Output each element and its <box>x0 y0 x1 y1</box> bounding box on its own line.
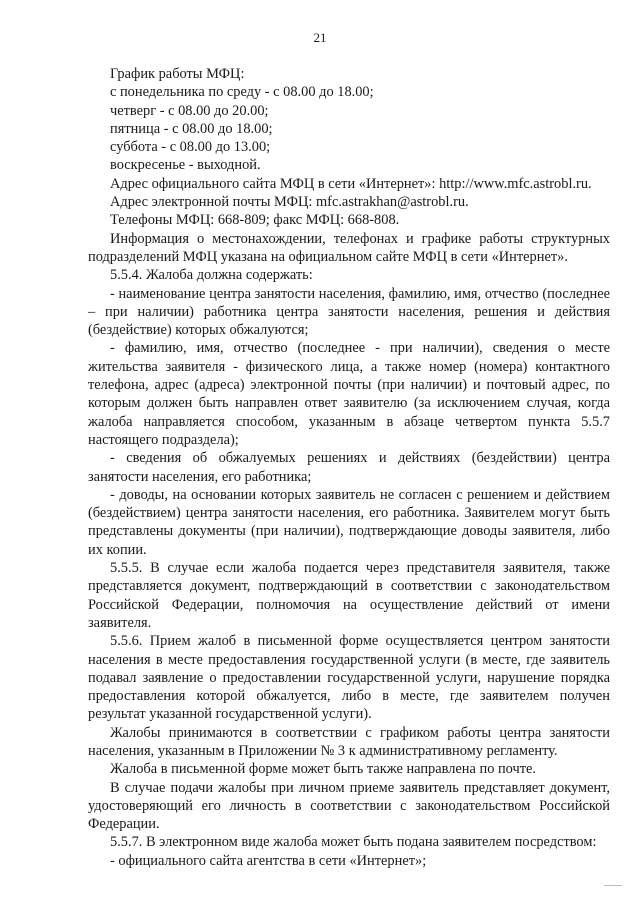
clause-5-5-4: 5.5.4. Жалоба должна содержать: <box>110 267 313 284</box>
list-item: - фамилию, имя, отчество (последнее - при наличии), сведения о месте жительства заявителя - физического лица, а также номер (номера) контактного телефона, адрес (адреса) электронной почты (при наличии) и почтовый адрес, по которым должен быть направлен ответ заявителю (за исключением случая, когда жалоба направляется способом, указанным в абзаце четвертом пункта 5.5.7 настоящего подраздела); <box>88 340 610 448</box>
clause-5-5-7: 5.5.7. В электронном виде жалоба может быть подана заявителем посредством: <box>110 834 597 851</box>
document-body <box>88 65 610 870</box>
schedule-row: четверг - с 08.00 до 20.00; <box>110 102 269 119</box>
paragraph: Жалобы принимаются в соответствии с графиком работы центра занятости населения, указанным в Приложении № 3 к административному регламенту. <box>88 724 610 759</box>
schedule-row: пятница - с 08.00 до 18.00; <box>110 120 273 137</box>
phones-paragraph: Телефоны МФЦ: 668-809; факс МФЦ: 668-808. <box>110 212 400 229</box>
schedule-row: суббота - с 08.00 до 13.00; <box>110 139 271 156</box>
list-item: - доводы, на основании которых заявитель не согласен с решением и действием (бездействием) центра занятости населения, его работника. Заявителем могут быть представлены документы (при наличии), подтверждающие доводы заявителя, либо их копии. <box>88 486 610 558</box>
list-item: - официального сайта агентства в сети «Интернет»; <box>110 852 427 869</box>
scan-artifact <box>604 885 622 886</box>
paragraph: Жалоба в письменной форме может быть также направлена по почте. <box>110 761 537 778</box>
schedule-row: с понедельника по среду - с 08.00 до 18.00; <box>110 84 374 101</box>
info-paragraph: Информация о местонахождении, телефонах и графике работы структурных подразделений МФЦ указана на официальном сайте МФЦ в сети «Интернет». <box>88 230 610 265</box>
schedule-row: воскресенье - выходной. <box>110 157 261 174</box>
paragraph: В случае подачи жалобы при личном приеме заявитель представляет документ, удостоверяющий его личность в соответствии с законодательством Российской Федерации. <box>88 779 610 833</box>
list-item: - наименование центра занятости населения, фамилию, имя, отчество (последнее – при наличии) работника центра занятости населения, решения и действия (бездействие) которых обжалуются; <box>88 285 610 339</box>
page-number: 21 <box>313 30 327 45</box>
clause-5-5-6: 5.5.6. Прием жалоб в письменной форме осуществляется центром занятости населения в месте предоставления государственной услуги (в месте, где заявитель подавал заявление о предоставлении государственной услуги, нарушение порядка предоставления которой обжалуется, либо в месте, где заявителем получен результат указанной государственной услуги). <box>88 633 610 723</box>
list-item: - сведения об обжалуемых решениях и действиях (бездействии) центра занятости населения, его работника; <box>88 450 610 485</box>
website-paragraph: Адрес официального сайта МФЦ в сети «Интернет»: http://www.mfc.astrobl.ru. <box>110 175 592 192</box>
email-paragraph: Адрес электронной почты МФЦ: mfc.astrakhan@astrobl.ru. <box>110 194 469 211</box>
schedule-title: График работы МФЦ: <box>110 66 245 82</box>
clause-5-5-5: 5.5.5. В случае если жалоба подается через представителя заявителя, также представляется документ, подтверждающий в соответствии с законодательством Российской Федерации, полномочия на осуществление действий от имени заявителя. <box>88 560 610 631</box>
